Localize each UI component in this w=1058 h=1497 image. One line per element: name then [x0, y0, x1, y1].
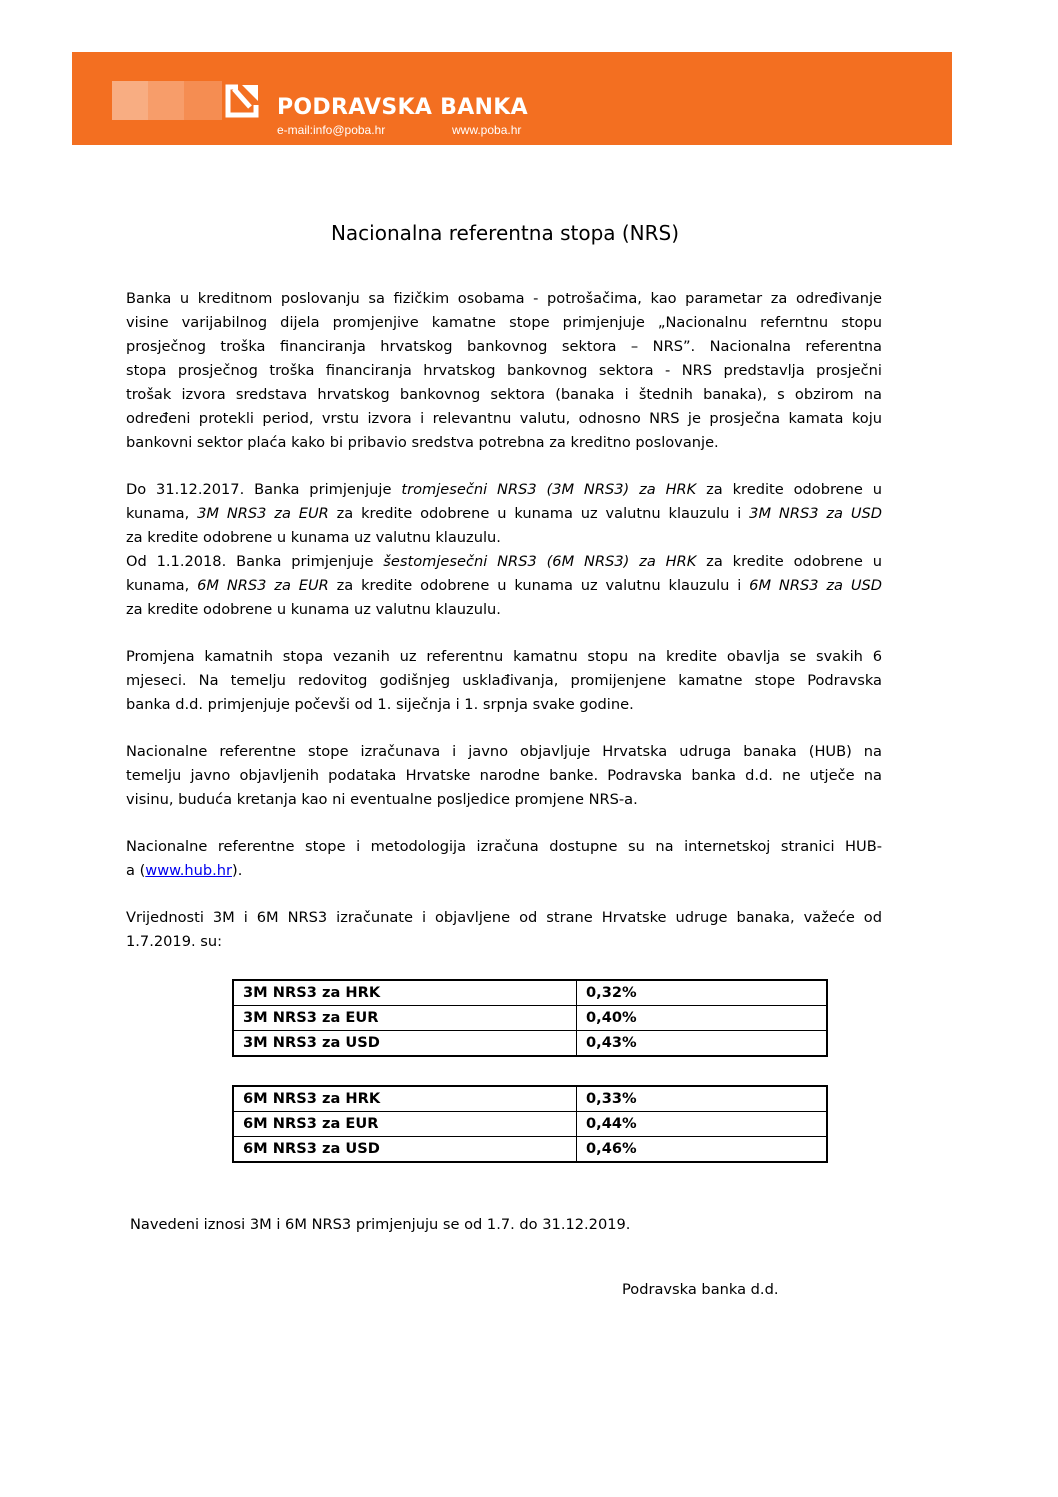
text-line: visinu, buduća kretanja kao ni eventualne posljedice promjene NRS-a. [126, 791, 638, 808]
text-line: Vrijednosti 3M i 6M NRS3 izračunate i objavljene od strane Hrvatske udruge banaka, važeće od [126, 909, 882, 926]
contact-email[interactable]: e-mail:info@poba.hr [277, 123, 386, 137]
rate-value: 0,33% [577, 1086, 828, 1112]
text-line: za kredite odobrene u kunama uz valutnu klauzulu. [126, 529, 501, 546]
rate-label: 6M NRS3 za HRK [233, 1086, 577, 1112]
text-line: Banka u kreditnom poslovanju sa fizičkim osobama - potrošačima, kao parametar za određivanje [126, 290, 882, 307]
paragraph-rate-changes [126, 645, 882, 717]
emphasis-text: 3M NRS3 za EUR [197, 505, 329, 522]
rates-table-3m [232, 979, 828, 1057]
bank-name: PODRAVSKA BANKA [277, 95, 528, 120]
logo-tile [148, 81, 184, 120]
text-line: bankovni sektor plaća kako bi pribavio sredstva potrebna za kreditno poslovanje. [126, 434, 719, 451]
text-line: Promjena kamatnih stopa vezanih uz referentnu kamatnu stopu na kredite obavlja se svakih 6 [126, 648, 882, 665]
text-line [126, 550, 882, 574]
table-row [233, 1112, 827, 1137]
paragraph-hub-website [126, 835, 882, 883]
text-span: ). [232, 862, 243, 879]
document-title: Nacionalna referentna stopa (NRS) [330, 221, 680, 245]
text-line: trošak izvora sredstava hrvatskog bankovnog sektora (banaka i štednih banaka), s obzirom na [126, 386, 882, 403]
text-span: za kredite odobrene u kunama uz valutnu klauzulu i [328, 505, 750, 522]
rate-value: 0,43% [577, 1031, 828, 1057]
text-span: Od 1.1.2018. Banka primjenjuje [126, 553, 384, 570]
emphasis-text: šestomjesečni NRS3 (6M NRS3) za HRK [383, 553, 697, 570]
logo-tile [184, 81, 222, 120]
text-line: određeni protekli period, vrstu izvora i relevantnu valutu, odnosno NRS je prosječna kamata koju [126, 410, 882, 427]
text-line: Nacionalne referentne stope izračunava i javno objavljuje Hrvatska udruga banaka (HUB) na [126, 743, 882, 760]
text-line [126, 574, 882, 598]
paragraph-values-intro [126, 906, 882, 954]
emphasis-text: 3M NRS3 za USD [749, 505, 882, 522]
text-line: mjeseci. Na temelju redovitog godišnjeg usklađivanja, promijenjene kamatne stope Podravska [126, 672, 882, 689]
table-row [233, 1086, 827, 1112]
rate-label: 3M NRS3 za HRK [233, 980, 577, 1006]
text-line: temelju javno objavljenih podataka Hrvatske narodne banke. Podravska banka d.d. ne utječe na [126, 767, 882, 784]
rate-label: 3M NRS3 za USD [233, 1031, 577, 1057]
paragraph-hub-publication [126, 740, 882, 812]
rates-table-6m [232, 1085, 828, 1163]
contact-website[interactable]: www.poba.hr [452, 123, 522, 137]
hub-link[interactable]: www.hub.hr [145, 862, 233, 879]
text-line: Nacionalne referentne stope i metodologija izračuna dostupne su na internetskoj stranici HUB- [126, 838, 882, 855]
rate-value: 0,32% [577, 980, 828, 1006]
signature: Podravska banka d.d. [622, 1281, 779, 1298]
text-span: za kredite odobrene u kunama uz valutnu klauzulu i [328, 577, 750, 594]
text-span: kunama, [126, 505, 198, 522]
emphasis-text: tromjesečni NRS3 (3M NRS3) za HRK [401, 481, 697, 498]
text-line: stopa prosječnog troška financiranja hrvatskog bankovnog sektora - NRS predstavlja prosječni [126, 362, 882, 379]
table-row [233, 1006, 827, 1031]
text-span: kunama, [126, 577, 198, 594]
text-line [126, 478, 882, 502]
table-row [233, 1031, 827, 1057]
header-banner [72, 52, 952, 145]
text-span: Do 31.12.2017. Banka primjenjuje [126, 481, 402, 498]
paragraph-intro [126, 287, 882, 455]
text-line [126, 859, 882, 883]
rate-value: 0,46% [577, 1137, 828, 1163]
text-line: banka d.d. primjenjuje počevši od 1. siječnja i 1. srpnja svake godine. [126, 696, 634, 713]
rate-value: 0,44% [577, 1112, 828, 1137]
table-row [233, 980, 827, 1006]
rate-value: 0,40% [577, 1006, 828, 1031]
text-line: za kredite odobrene u kunama uz valutnu klauzulu. [126, 601, 501, 618]
rate-label: 3M NRS3 za EUR [233, 1006, 577, 1031]
text-span: za kredite odobrene u [696, 481, 882, 498]
validity-note: Navedeni iznosi 3M i 6M NRS3 primjenjuju se od 1.7. do 31.12.2019. [130, 1216, 631, 1233]
emphasis-text: 6M NRS3 za USD [749, 577, 882, 594]
text-span: a ( [126, 862, 146, 879]
logo-tile [112, 81, 148, 120]
paragraph-rates-applied [126, 478, 882, 622]
text-line: 1.7.2019. su: [126, 933, 223, 950]
emphasis-text: 6M NRS3 za EUR [197, 577, 329, 594]
rate-label: 6M NRS3 za EUR [233, 1112, 577, 1137]
table-row [233, 1137, 827, 1163]
text-line: visine varijabilnog dijela promjenjive kamatne stope primjenjuje „Nacionalnu referntnu stopu [126, 314, 882, 331]
text-line: prosječnog troška financiranja hrvatskog bankovnog sektora – NRS”. Nacionalna referentna [126, 338, 882, 355]
rate-label: 6M NRS3 za USD [233, 1137, 577, 1163]
bank-logo-icon [222, 81, 262, 121]
text-span: za kredite odobrene u [696, 553, 882, 570]
text-line [126, 502, 882, 526]
